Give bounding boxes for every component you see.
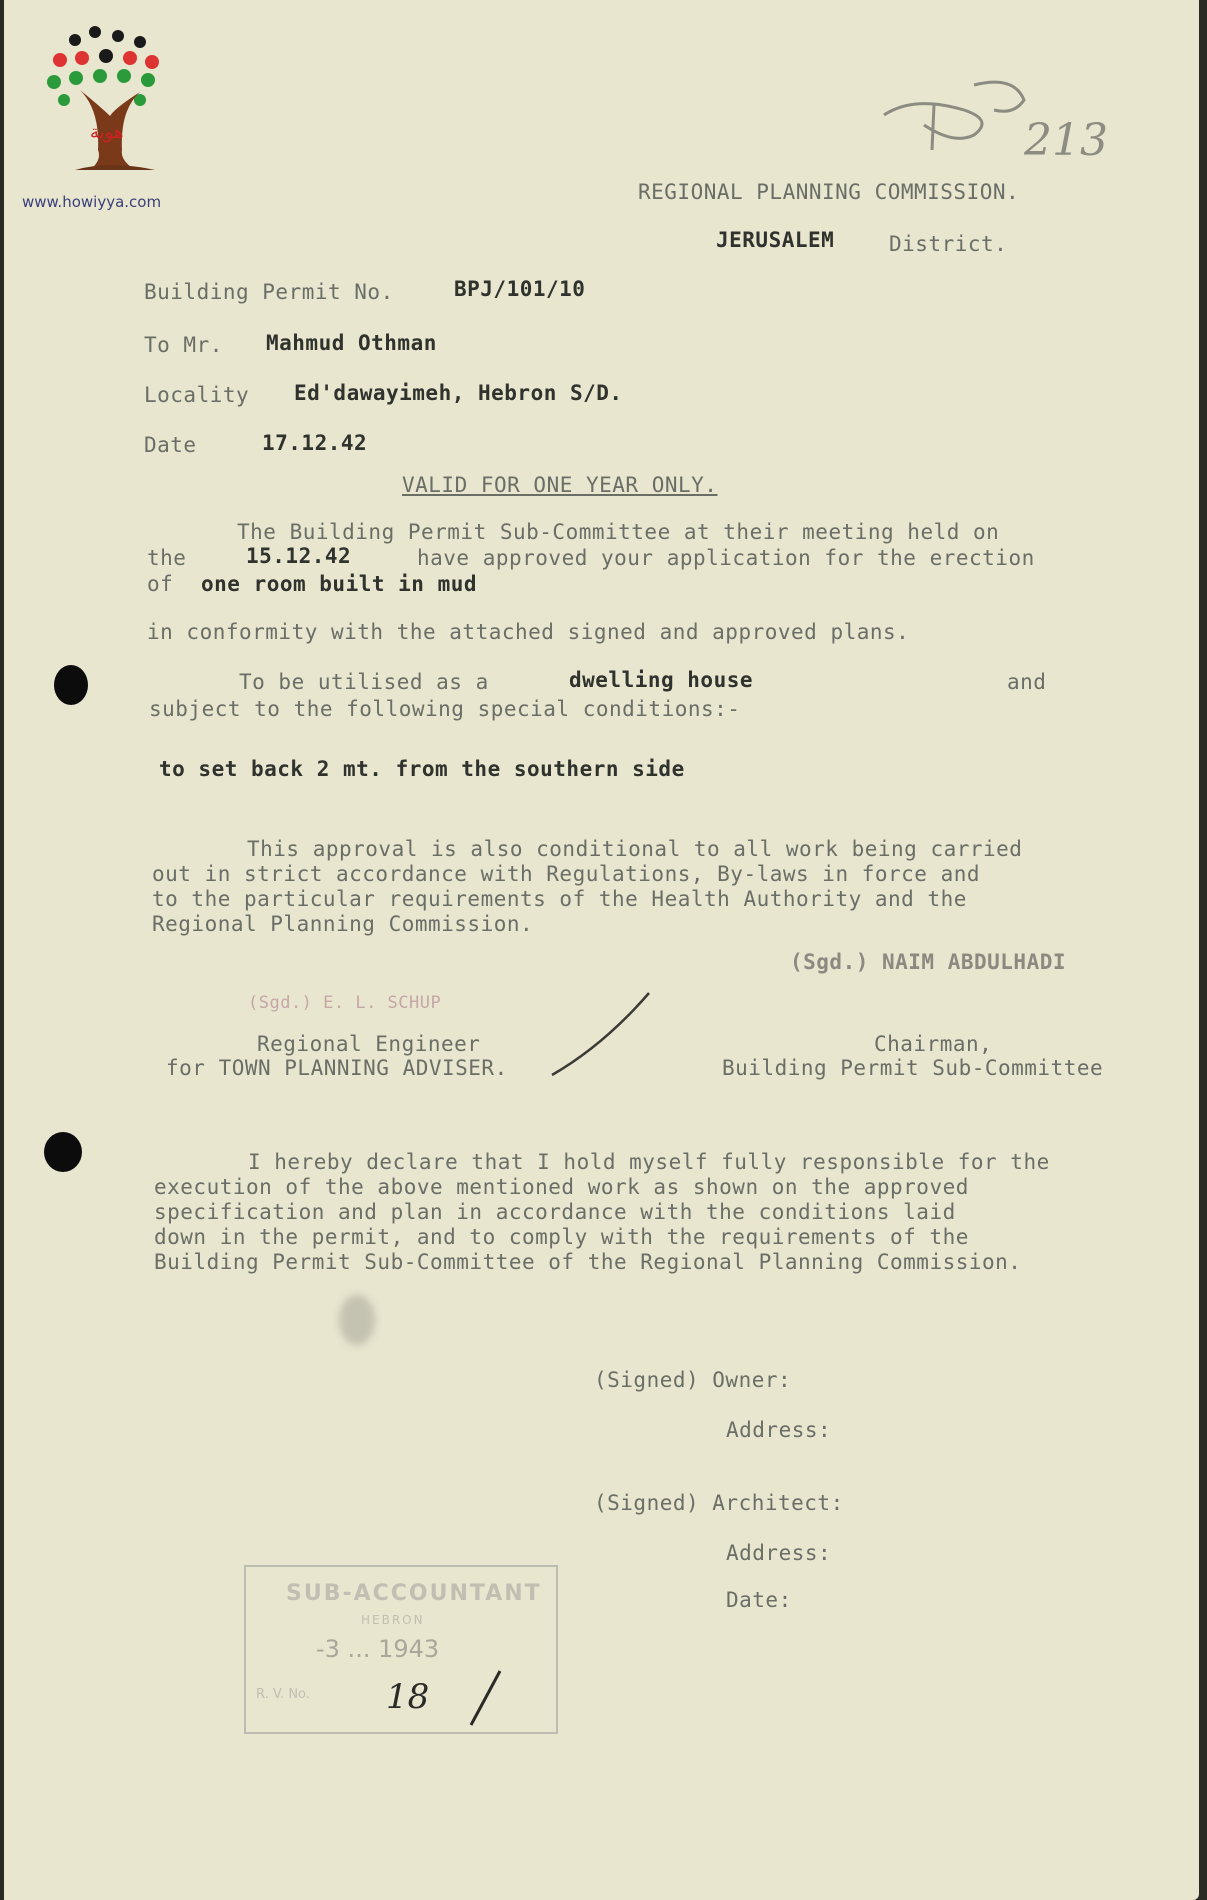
approval-line-2-suffix: have approved your application for the erection <box>417 546 1035 570</box>
locality-label: Locality <box>144 383 250 407</box>
usage-line-2: subject to the following special conditions:- <box>149 697 741 721</box>
district-label: District. <box>889 232 1008 256</box>
conditional-line-3: to the particular requirements of the Health Authority and the <box>152 887 967 911</box>
sub-accountant-stamp <box>244 1565 558 1734</box>
district-name: JERUSALEM <box>716 228 835 252</box>
owner-address-line: Address: <box>726 1418 832 1442</box>
chairman-signature: (Sgd.) NAIM ABDULHADI <box>790 950 1067 974</box>
logo-arabic-text: هوية <box>90 122 124 143</box>
approval-line-4: in conformity with the attached signed and approved plans. <box>147 620 910 644</box>
declaration-line-2: execution of the above mentioned work as shown on the approved <box>154 1175 969 1199</box>
engineer-title: Regional Engineer <box>257 1032 481 1056</box>
stamp-date: -3 ... 1943 <box>316 1635 440 1663</box>
commission-title: REGIONAL PLANNING COMMISSION. <box>638 180 1020 204</box>
stamp-voucher-label: R. V. No. <box>256 1687 310 1702</box>
applicant-name: Mahmud Othman <box>266 331 437 355</box>
approval-line-3-prefix: of <box>147 572 174 596</box>
chairman-organization: Building Permit Sub-Committee <box>722 1056 1104 1080</box>
chairman-title: Chairman, <box>874 1032 993 1056</box>
owner-signature-line: (Signed) Owner: <box>594 1368 792 1392</box>
handwritten-reference: 213 <box>1024 115 1108 166</box>
howiyya-logo <box>40 20 180 190</box>
diagonal-pen-stroke <box>544 985 664 1080</box>
stamp-title: SUB-ACCOUNTANT <box>286 1581 542 1606</box>
declaration-line-3: specification and plan in accordance with the conditions laid <box>154 1200 956 1224</box>
usage-prefix: To be utilised as a <box>239 670 489 694</box>
signoff-date-line: Date: <box>726 1588 792 1612</box>
usage-and: and <box>1007 670 1047 694</box>
usage-value: dwelling house <box>569 668 754 692</box>
locality-value: Ed'dawayimeh, Hebron S/D. <box>294 381 623 405</box>
date-label: Date <box>144 433 197 457</box>
approval-line-2-prefix: the <box>147 546 187 570</box>
handwritten-reference-mark <box>874 55 1124 175</box>
permit-label: Building Permit No. <box>144 280 394 304</box>
engineer-signature: (Sgd.) E. L. SCHUP <box>248 993 442 1013</box>
validity-notice: VALID FOR ONE YEAR ONLY. <box>402 473 718 497</box>
logo-url: www.howiyya.com <box>22 193 162 211</box>
approval-line-1: The Building Permit Sub-Committee at their meeting held on <box>237 520 1000 544</box>
declaration-line-1: I hereby declare that I hold myself fully responsible for the <box>248 1150 1050 1174</box>
declaration-line-4: down in the permit, and to comply with the requirements of the <box>154 1225 969 1249</box>
to-label: To Mr. <box>144 333 223 357</box>
engineer-organization: for TOWN PLANNING ADVISER. <box>166 1056 508 1080</box>
binder-hole-bottom <box>44 1132 82 1172</box>
meeting-date: 15.12.42 <box>246 544 352 568</box>
architect-address-line: Address: <box>726 1541 832 1565</box>
binder-hole-top <box>54 665 88 705</box>
stamp-voucher-value: 18 <box>386 1677 430 1717</box>
conditional-line-2: out in strict accordance with Regulations, By-laws in force and <box>152 862 981 886</box>
document-page <box>4 0 1199 1900</box>
erection-description: one room built in mud <box>201 572 478 596</box>
stamp-place: HEBRON <box>361 1613 425 1627</box>
ink-smudge <box>339 1295 375 1345</box>
date-value: 17.12.42 <box>262 431 368 455</box>
declaration-line-5: Building Permit Sub-Committee of the Regional Planning Commission. <box>154 1250 1022 1274</box>
special-condition: to set back 2 mt. from the southern side <box>159 757 685 781</box>
architect-signature-line: (Signed) Architect: <box>594 1491 844 1515</box>
conditional-line-4: Regional Planning Commission. <box>152 912 534 936</box>
permit-number: BPJ/101/10 <box>454 277 586 301</box>
conditional-line-1: This approval is also conditional to all work being carried <box>247 837 1023 861</box>
stamp-pen-tick <box>466 1667 506 1727</box>
